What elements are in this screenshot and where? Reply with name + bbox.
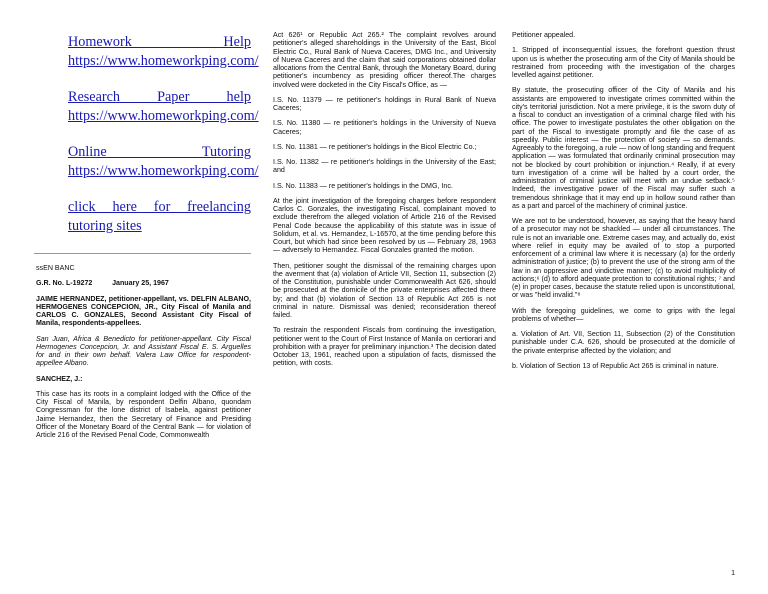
charge-item: I.S. No. 11383 — re petitioner's holdings in the DMG, Inc. bbox=[273, 181, 453, 190]
paragraph: Petitioner appealed. bbox=[512, 31, 576, 39]
paragraph: Act 626¹ or Republic Act 265.² The complaint revolves around petitioner's alleged shareholdings in the University of the East, Bicol Electric Co., Rural Bank of Nueva Caceres, DMG Inc., and University of Nueva Caceres and the claim that said corporations obtained dollar allocations from the Central Bank, through the Monetary Board, during petitioner's incumbency as presiding officer thereof.The charges involved were docketed in the City Fiscal's Office, as — bbox=[273, 31, 496, 89]
middle-column bbox=[273, 0, 496, 375]
right-column bbox=[512, 0, 735, 377]
page-number: 1 bbox=[731, 570, 735, 577]
left-column bbox=[36, 0, 259, 446]
online-tutoring-link[interactable]: Online Tutoring https://www.homeworkping.com/ bbox=[68, 144, 259, 179]
charge-item: I.S. No. 11380 — re petitioner's holdings in the University of Nueva Caceres; bbox=[273, 119, 496, 136]
freelancing-tutoring-link[interactable]: click here for freelancing tutoring sites bbox=[68, 199, 251, 234]
paragraph: With the foregoing guidelines, we come to grips with the legal problems of whether— bbox=[512, 306, 735, 323]
paragraph: We are not to be understood, however, as saying that the heavy hand of a prosecutor may not be shackled — under all circumstances. The rule is not an invariable one. Extreme cases may, and actually do, exist where relief in equity may be availed of to stop a purported enforcement of a criminal law where it is necessary (a) for the orderly administration of justice; (b) to prevent the use of the strong arm of the law in an oppressive and vindictive manner; (c) to avoid multiplicity of actions;⁶ (d) to afford adequate protection to constitutional rights; ⁷ and (e) in proper cases, because the statute relied upon is unconstitutional, or was "held invalid."⁸ bbox=[512, 217, 735, 300]
charge-item: I.S. No. 11379 — re petitioner's holdings in Rural Bank of Nueva Caceres; bbox=[273, 95, 496, 112]
paragraph: 1. Stripped of inconsequential issues, the forefront question thrust upon us is whether the prosecuting arm of the City of Manila should be restrained from proceeding with the investigation of the charges levelled against petitioner. bbox=[512, 46, 735, 79]
divider bbox=[34, 253, 251, 254]
judge-name: SANCHEZ, J.: bbox=[36, 374, 83, 383]
homework-help-link[interactable]: Homework Help https://www.homeworkping.com/ bbox=[68, 34, 259, 69]
charge-item: I.S. No. 11382 — re petitioner's holdings in the University of the East; and bbox=[273, 158, 496, 175]
paragraph: Then, petitioner sought the dismissal of the remaining charges upon the averment that (a) violation of Article VII, Section 11, subsection (2) of the Constitution, punishable under Commonwealth Act 626, should be prosecuted at the domicile of the private enterprises affected there by; and that (b) violation of Section 13 of Republic Act 265 is not criminal in nature. Dismissal was denied; reconsideration thereof failed. bbox=[273, 261, 496, 319]
paragraph: At the joint investigation of the foregoing charges before respondent Carlos C. Gonzales, the investigating Fiscal, complainant moved to exclude therefrom the alleged violation of Article 216 of the Revised Penal Code because the applicability of this statute was in issue of Solidum, et al. vs. Hernandez, L-16570, at the time pending before this Court, but which had since been resolved by us — February 28, 1963 — adversely to Hernandez. Fiscal Gonzales granted the motion. bbox=[273, 196, 496, 255]
issue-item: b. Violation of Section 13 of Republic Act 265 is criminal in nature. bbox=[512, 361, 719, 370]
promo-links bbox=[36, 0, 259, 235]
charge-item: I.S. No. 11381 — re petitioner's holdings in the Bicol Electric Co.; bbox=[273, 142, 477, 151]
paragraph: By statute, the prosecuting officer of the City of Manila and his assistants are empowered to investigate crimes committed within the city's territorial jurisdiction. Not a mere privilege, it is the sworn duty of a fiscal to conduct an investigation of a criminal charge filed with his office. The power to investigate postulates the other obligation on the part of the Fiscal to investigate promptly and file the case of as speedily. Public interest — the protection of society — so demands. Agreeably to the foregoing, a rule — now of long standing and frequent application — was formulated that ordinarily criminal prosecution may not be blocked by court prohibition or injunction.⁴ Really, if at every turn investigation of a crime will be halted by a court order, the administration of criminal justice will meet with an undue setback.⁵ Indeed, the investigative power of the Fiscal may suffer such a tremendous shrinkage that it may end up in hollow sound rather than as a part and parcel of the machinery of criminal justice. bbox=[512, 86, 735, 210]
case-parties: JAIME HERNANDEZ, petitioner-appellant, vs. DELFIN ALBANO, HERMOGENES CONCEPCION, JR., City Fiscal of Manila and CARLOS C. GONZALES, Second Assistant City Fiscal of Manila, respondents-appellees. bbox=[36, 294, 251, 328]
counsel-paragraph: San Juan, Africa & Benedicto for petitioner-appellant. City Fiscal Hermogenes Concepcion, Jr. and Assistant Fiscal E. S. Arguelles for and in their own behalf. Valera Law Office for respondent-appellee Albano. bbox=[36, 334, 251, 368]
issue-item: a. Violation of Art. VII, Section 11, Subsection (2) of the Constitution punishable under C.A. 626, should be prosecuted at the domicile of the private enterprise affected by the violation; and bbox=[512, 330, 735, 355]
case-number: G.R. No. L-19272 January 25, 1967 bbox=[36, 279, 169, 288]
paragraph: To restrain the respondent Fiscals from continuing the investigation, petitioner went to the Court of First Instance of Manila on certiorari and prohibition with a prayer for preliminary injunction.³ The decision dated October 13, 1961, reached upon a stipulation of facts, dismissed the petition, with costs. bbox=[273, 326, 496, 368]
opening-paragraph: This case has its roots in a complaint lodged with the Office of the City Fiscal of Manila, by respondent Delfin Albano, quondam Congressman for the lone district of Isabela, against petitioner Jaime Hernandez, then the Secretary of Finance and Presiding Officer of the Monetary Board of the Central Bank — for violation of Article 216 of the Revised Penal Code, Commonwealth bbox=[36, 389, 251, 439]
court-heading: ssEN BANC bbox=[36, 264, 75, 272]
research-paper-help-link[interactable]: Research Paper help https://www.homeworkping.com/ bbox=[68, 89, 259, 124]
